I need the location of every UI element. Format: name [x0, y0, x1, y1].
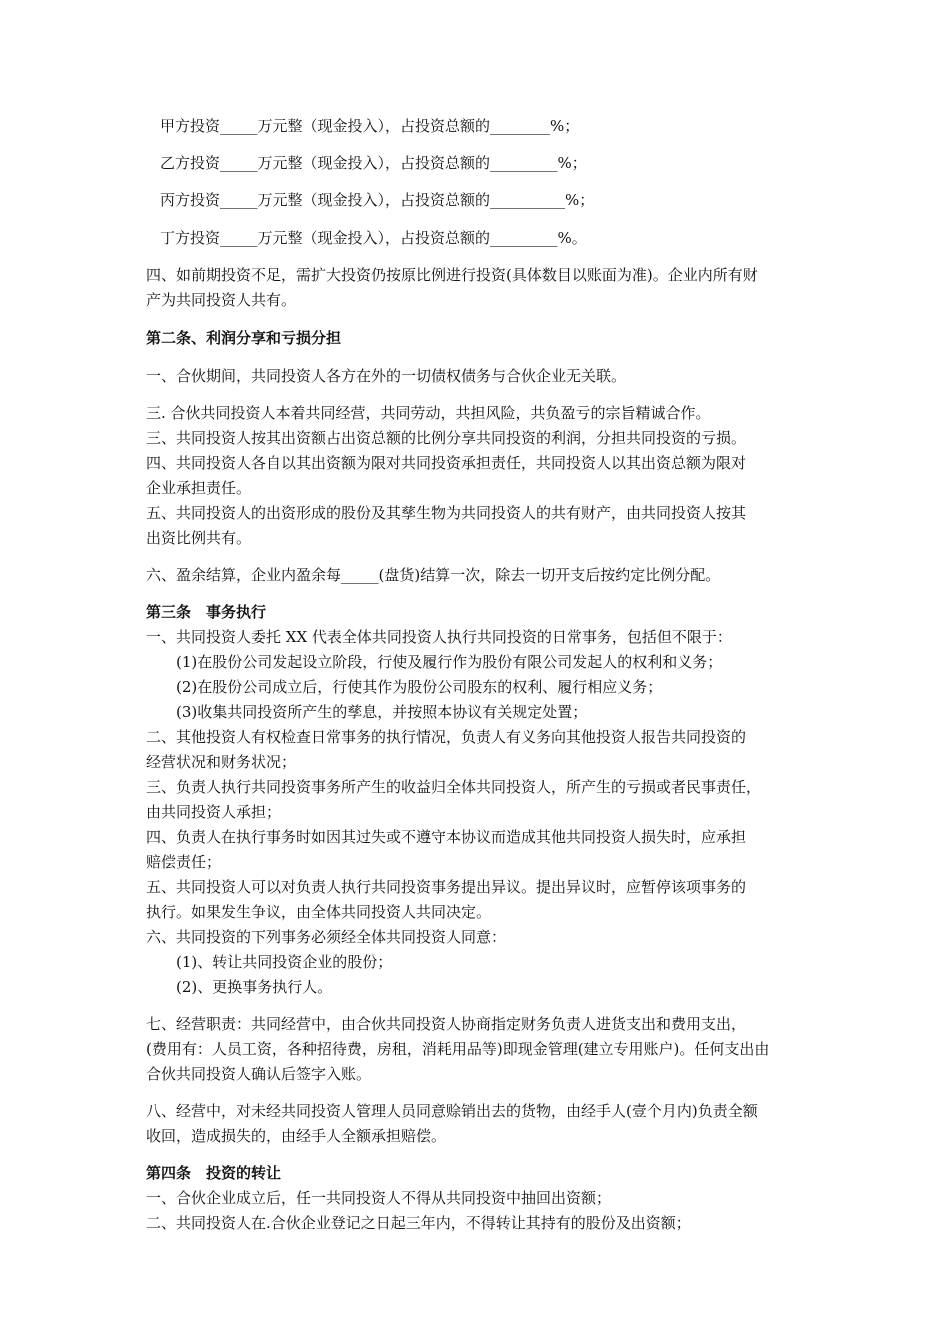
article-4-clause-1: 一、合伙企业成立后，任一共同投资人不得从共同投资中抽回出资额；: [146, 1189, 612, 1207]
article-3-clause-1: 一、共同投资人委托 XX 代表全体共同投资人执行共同投资的日常事务，包括但不限于：: [146, 628, 732, 646]
article-3-clause-6: 六、共同投资的下列事务必须经全体共同投资人同意：: [146, 928, 507, 946]
article-3-heading: 第三条 事务执行: [146, 603, 267, 621]
investment-line-bing: 丙方投资_____万元整（现金投入），占投资总额的__________%；: [160, 191, 595, 209]
article-3-clause-6-item-1: (1)、转让共同投资企业的股份；: [176, 953, 393, 971]
article-3-clause-2-line-1: 二、其他投资人有权检查日常事务的执行情况，负责人有义务向其他投资人报告共同投资的: [146, 728, 747, 746]
article-3-clause-4-line-2: 赔偿责任；: [146, 853, 222, 871]
article-3-item-1: (1)在股份公司发起设立阶段，行使及履行作为股份有限公司发起人的权利和义务；: [176, 653, 723, 671]
article-2-clause-4-line-2: 企业承担责任。: [146, 479, 252, 497]
article-2-clause-6: 六、盈余结算，企业内盈余每_____(盘货)结算一次，除去一切开支后按约定比例分配。: [146, 566, 721, 584]
article-3-clause-8-line-2: 收回，造成损失的，由经手人全额承担赔偿。: [146, 1127, 447, 1145]
article-2-clause-5-line-2: 出资比例共有。: [146, 529, 252, 547]
article-2-clause-2: 三. 合伙共同投资人本着共同经营，共同劳动，共担风险，共负盈亏的宗旨精诚合作。: [146, 404, 711, 422]
article-3-item-3: (3)收集共同投资所产生的孳息，并按照本协议有关规定处置；: [176, 703, 588, 721]
investment-line-ding: 丁方投资_____万元整（现金投入），占投资总额的_________%。: [160, 229, 587, 247]
article-3-clause-3-line-2: 由共同投资人承担；: [146, 803, 282, 821]
article-3-clause-5-line-2: 执行。如果发生争议，由全体共同投资人共同决定。: [146, 903, 492, 921]
investment-line-jia: 甲方投资_____万元整（现金投入），占投资总额的________%；: [160, 117, 580, 135]
article-3-clause-8-line-1: 八、经营中，对未经共同投资人管理人员同意赊销出去的货物，由经手人(壹个月内)负责全额: [146, 1102, 758, 1120]
article-4-heading: 第四条 投资的转让: [146, 1164, 282, 1182]
article-2-heading: 第二条、利润分享和亏损分担: [146, 329, 342, 347]
article-3-clause-7-line-1: 七、经营职责：共同经营中，由合伙共同投资人协商指定财务负责人进货支出和费用支出，: [146, 1015, 747, 1033]
article-2-clause-4-line-1: 四、共同投资人各自以其出资额为限对共同投资承担责任，共同投资人以其出资总额为限对: [146, 454, 747, 472]
article-3-clause-5-line-1: 五、共同投资人可以对负责人执行共同投资事务提出异议。提出异议时，应暂停该项事务的: [146, 878, 747, 896]
article-3-clause-7-line-3: 合伙共同投资人确认后签字入账。: [146, 1065, 372, 1083]
article-2-clause-5-line-1: 五、共同投资人的出资形成的股份及其孳生物为共同投资人的共有财产，由共同投资人按其: [146, 504, 747, 522]
investment-line-yi: 乙方投资_____万元整（现金投入），占投资总额的_________%；: [160, 154, 587, 172]
article-3-clause-3-line-1: 三、负责人执行共同投资事务所产生的收益归全体共同投资人，所产生的亏损或者民事责任，: [146, 778, 762, 796]
clause-4-line-1: 四、如前期投资不足，需扩大投资仍按原比例进行投资(具体数目以账面为准)。企业内所有财: [146, 266, 758, 284]
article-3-clause-7-line-2: (费用有：人员工资，各种招待费，房租，消耗用品等)即现金管理(建立专用账户)。任何支出由: [146, 1040, 770, 1058]
article-2-clause-3: 三、共同投资人按其出资额占出资总额的比例分享共同投资的利润，分担共同投资的亏损。: [146, 429, 747, 447]
article-3-clause-4-line-1: 四、负责人在执行事务时如因其过失或不遵守本协议而造成其他共同投资人损失时，应承担: [146, 828, 747, 846]
article-3-clause-6-item-2: (2)、更换事务执行人。: [176, 978, 333, 996]
article-3-item-2: (2)在股份公司成立后，行使其作为股份公司股东的权利、履行相应义务；: [176, 678, 663, 696]
article-2-clause-1: 一、合伙期间，共同投资人各方在外的一切债权债务与合伙企业无关联。: [146, 367, 627, 385]
article-3-clause-2-line-2: 经营状况和财务状况；: [146, 753, 297, 771]
clause-4-line-2: 产为共同投资人共有。: [146, 291, 297, 309]
article-4-clause-2: 二、共同投资人在.合伙企业登记之日起三年内，不得转让其持有的股份及出资额；: [146, 1214, 691, 1232]
